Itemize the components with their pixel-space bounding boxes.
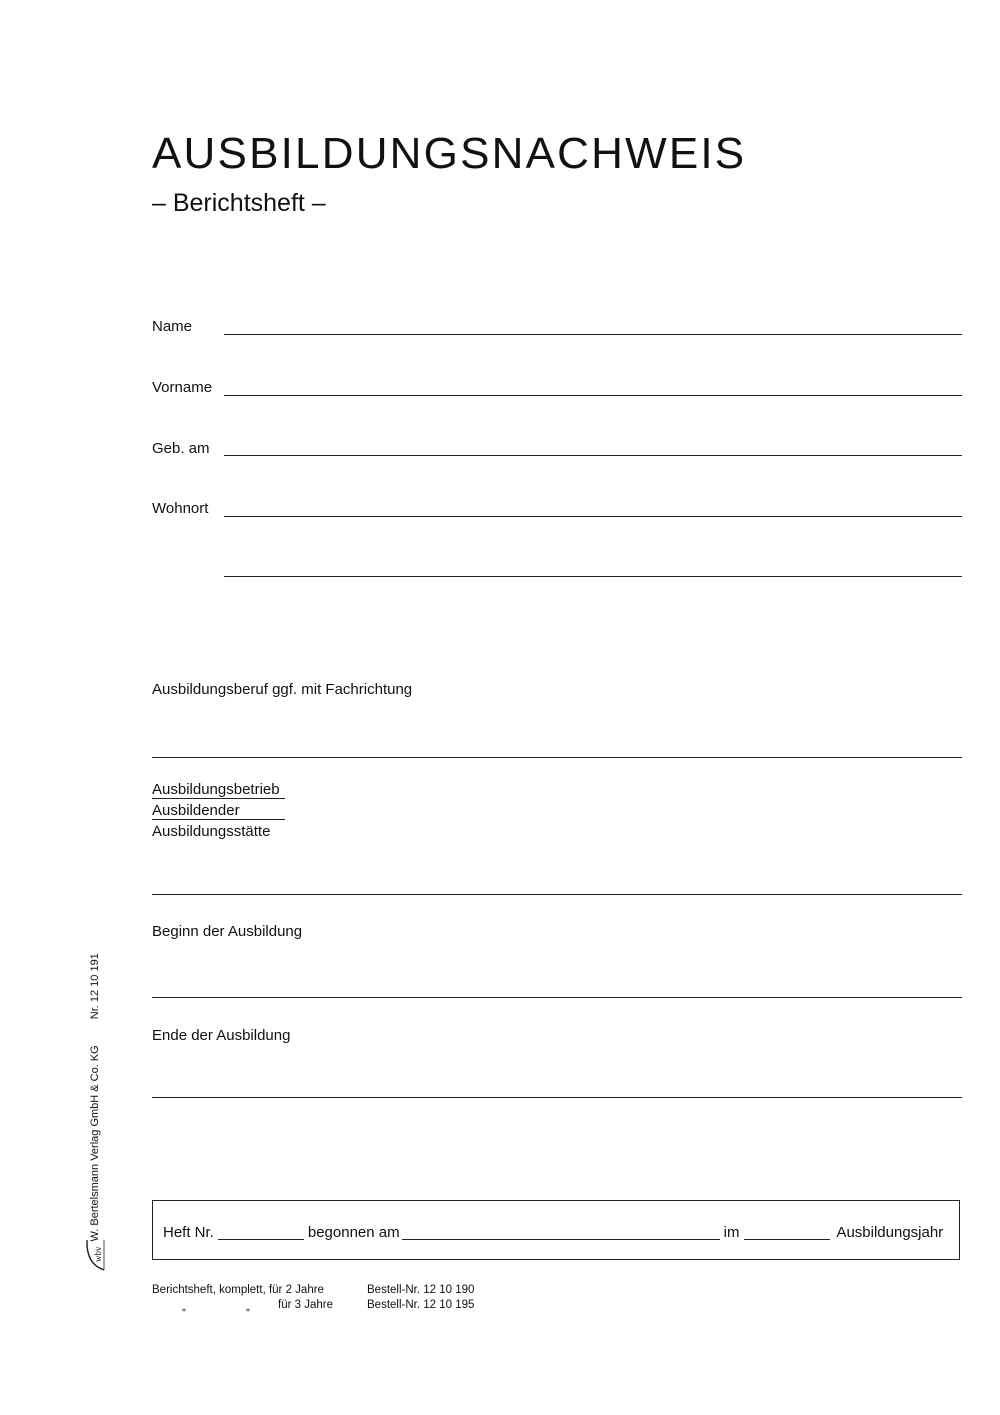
name-field[interactable] bbox=[224, 334, 962, 335]
ende-field[interactable] bbox=[152, 1097, 962, 1098]
jahr-field[interactable] bbox=[744, 1227, 830, 1240]
footer-row2-ditto-1: „ bbox=[182, 1301, 186, 1313]
betrieb-label bbox=[152, 782, 285, 799]
footer-row1-order: Bestell-Nr. 12 10 190 bbox=[367, 1284, 475, 1296]
wohnort-field[interactable] bbox=[224, 516, 962, 517]
name-label: Name bbox=[152, 318, 193, 335]
ausbildender-text: Ausbildender bbox=[152, 803, 285, 820]
vorname-label: Vorname bbox=[152, 379, 213, 396]
beginn-label: Beginn der Ausbildung bbox=[152, 923, 303, 940]
heft-nr-label: Heft Nr. bbox=[163, 1224, 214, 1241]
ende-label: Ende der Ausbildung bbox=[152, 1027, 291, 1044]
publisher-sidebar bbox=[84, 953, 106, 1272]
betrieb-field[interactable] bbox=[152, 894, 962, 895]
form-title: AUSBILDUNGSNACHWEIS bbox=[152, 129, 747, 178]
wbv-logo bbox=[84, 1247, 106, 1273]
jahr-label: Ausbildungsjahr bbox=[836, 1224, 944, 1241]
ausbildender-label bbox=[152, 803, 285, 820]
heft-nr-field[interactable] bbox=[218, 1227, 304, 1240]
wbv-logo-text: wbv bbox=[92, 1246, 103, 1262]
beruf-label: Ausbildungsberuf ggf. mit Fachrichtung bbox=[152, 681, 413, 698]
beruf-field[interactable] bbox=[152, 757, 962, 758]
betrieb-text: Ausbildungsbetrieb bbox=[152, 782, 285, 799]
heft-box bbox=[152, 1200, 960, 1260]
wohnort-field-2[interactable] bbox=[224, 576, 962, 577]
footer-row1-desc: Berichtsheft, komplett, für 2 Jahre bbox=[152, 1284, 324, 1296]
staette-label: Ausbildungsstätte bbox=[152, 823, 271, 840]
footer-row2-order: Bestell-Nr. 12 10 195 bbox=[367, 1299, 475, 1311]
heft-row bbox=[163, 1225, 950, 1240]
geb-field[interactable] bbox=[224, 455, 962, 456]
beginn-field[interactable] bbox=[152, 997, 962, 998]
begonnen-field[interactable] bbox=[402, 1227, 720, 1240]
begonnen-label: begonnen am bbox=[307, 1224, 400, 1241]
wohnort-label: Wohnort bbox=[152, 500, 209, 517]
footer-row2-desc: für 3 Jahre bbox=[278, 1299, 333, 1311]
im-label: im bbox=[723, 1224, 740, 1241]
form-number: Nr. 12 10 191 bbox=[88, 953, 101, 1020]
footer-row2-ditto-2: „ bbox=[246, 1301, 250, 1313]
vorname-field[interactable] bbox=[224, 395, 962, 396]
form-subtitle: – Berichtsheft – bbox=[152, 189, 326, 217]
geb-label: Geb. am bbox=[152, 440, 210, 457]
publisher-name: W. Bertelsmann Verlag GmbH & Co. KG bbox=[88, 1045, 101, 1242]
